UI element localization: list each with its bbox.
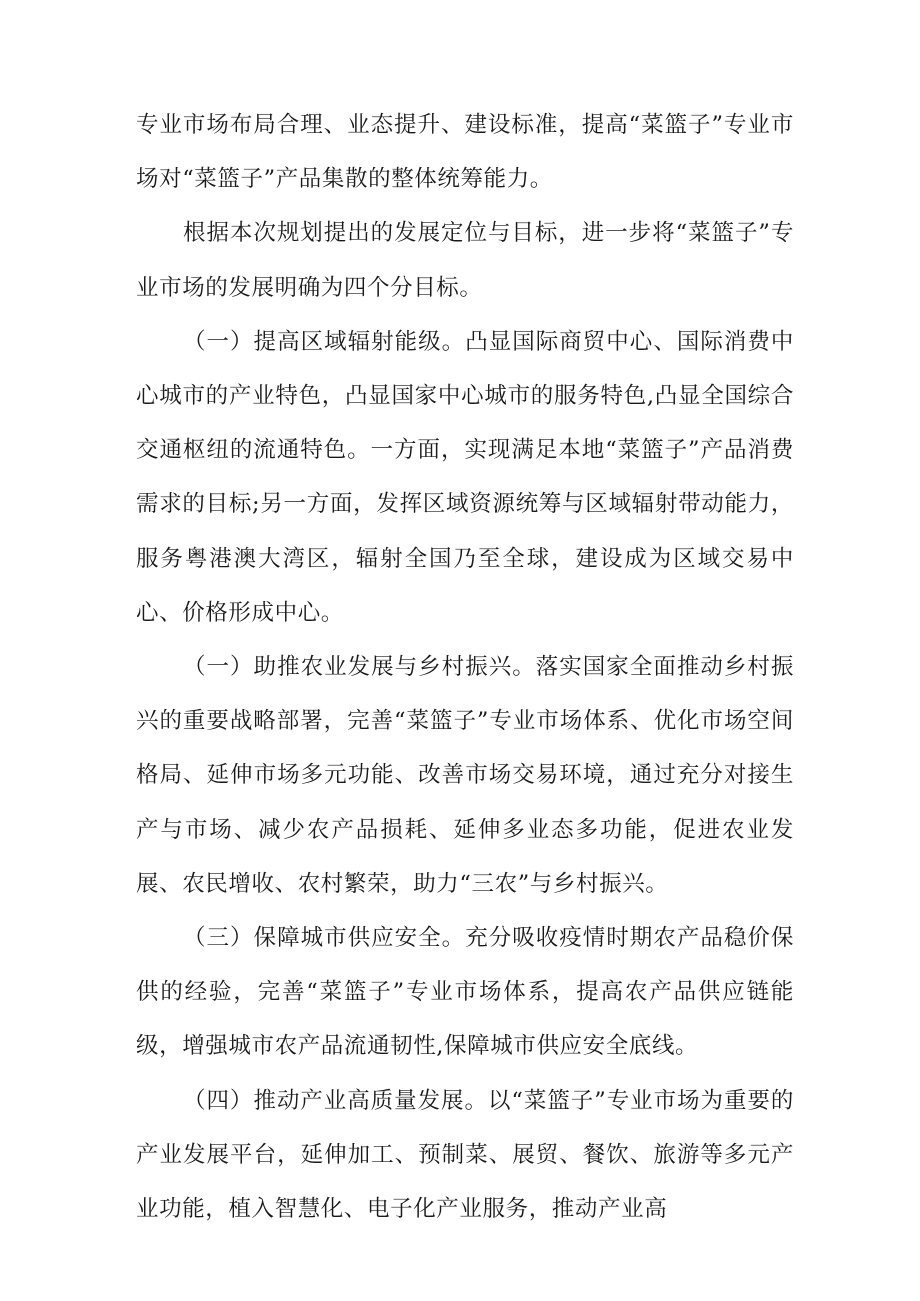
- paragraph-goal-regional-radiation: （一）提高区域辐射能级。凸显国际商贸中心、国际消费中心城市的产业特色，凸显国家中心城市的服务特色,凸显全国综合交通枢纽的流通特色。一方面，实现满足本地“菜篮子”产品消费需求的目标;另一方面，发挥区域资源统筹与区域辐射带动能力，服务粤港澳大湾区，辐射全国乃至全球，建设成为区域交易中心、价格形成中心。: [136, 328, 794, 626]
- document-body: [136, 98, 794, 1236]
- paragraph-goal-supply-security: （三）保障城市供应安全。充分吸收疫情时期农产品稳价保供的经验，完善“菜篮子”专业市场体系，提高农产品供应链能级，增强城市农产品流通韧性,保障城市供应安全底线。: [136, 925, 794, 1060]
- paragraph-continuation: 专业市场布局合理、业态提升、建设标准，提高“菜篮子”专业市场对“菜篮子”产品集散的整体统筹能力。: [136, 112, 794, 193]
- paragraph-goal-industry-development: （四）推动产业高质量发展。以“菜篮子”专业市场为重要的产业发展平台，延伸加工、预制菜、展贸、餐饮、旅游等多元产业功能，植入智慧化、电子化产业服务，推动产业高: [136, 1087, 794, 1223]
- paragraph-goals-intro: 根据本次规划提出的发展定位与目标，进一步将“菜篮子”专业市场的发展明确为四个分目标。: [136, 220, 794, 301]
- paragraph-goal-rural-revitalization: （一）助推农业发展与乡村振兴。落实国家全面推动乡村振兴的重要战略部署，完善“菜篮子”专业市场体系、优化市场空间格局、延伸市场多元功能、改善市场交易环境，通过充分对接生产与市场、减少农产品损耗、延伸多业态多功能，促进农业发展、农民增收、农村繁荣，助力“三农”与乡村振兴。: [136, 654, 794, 897]
